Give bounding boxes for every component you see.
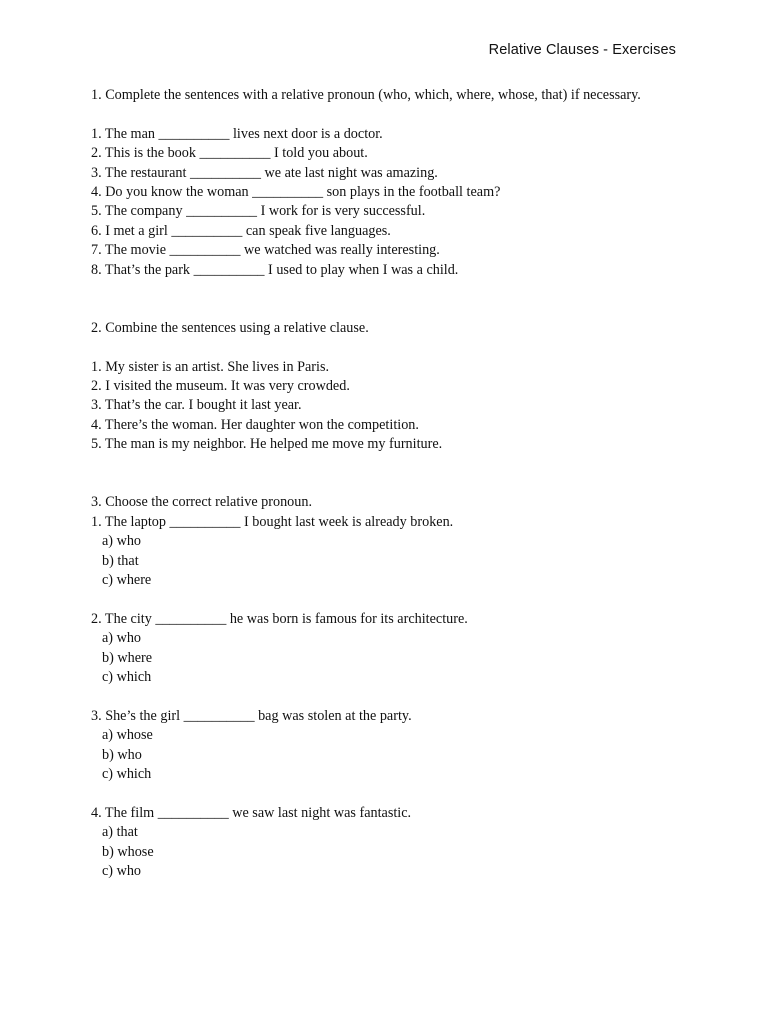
answer-option: b) whose — [102, 843, 154, 860]
section-2-item: 5. The man is my neighbor. He helped me move my furniture. — [91, 436, 443, 453]
answer-option: b) where — [102, 649, 153, 666]
answer-option: b) who — [102, 746, 142, 763]
question-stem: 3. She’s the girl __________ bag was stolen at the party. — [91, 707, 412, 724]
question-3 — [91, 707, 691, 785]
section-3-instruction: 3. Choose the correct relative pronoun. — [91, 494, 313, 511]
section-1-item: 5. The company __________ I work for is very successful. — [91, 203, 426, 220]
section-2-item: 1. My sister is an artist. She lives in Paris. — [91, 358, 330, 375]
answer-option: b) that — [102, 552, 139, 569]
section-1-instruction: 1. Complete the sentences with a relative pronoun (who, which, where, whose, that) if necessary. — [91, 87, 641, 103]
section-1-item: 3. The restaurant __________ we ate last night was amazing. — [91, 164, 438, 181]
answer-option: c) which — [102, 766, 152, 783]
exercise-content — [91, 86, 691, 882]
answer-option: a) that — [102, 824, 138, 841]
question-stem: 1. The laptop __________ I bought last week is already broken. — [91, 513, 454, 530]
page-title: Relative Clauses - Exercises — [488, 42, 676, 58]
section-1-item: 6. I met a girl __________ can speak five languages. — [91, 222, 391, 239]
question-stem: 2. The city __________ he was born is famous for its architecture. — [91, 610, 468, 627]
section-2 — [91, 319, 691, 455]
section-1-item: 7. The movie __________ we watched was really interesting. — [91, 242, 440, 259]
answer-option: c) who — [102, 863, 142, 880]
answer-option: c) which — [102, 669, 152, 686]
section-1 — [91, 86, 691, 280]
section-1-item: 8. That’s the park __________ I used to play when I was a child. — [91, 261, 459, 278]
section-2-item: 3. That’s the car. I bought it last year. — [91, 397, 302, 414]
answer-option: a) whose — [102, 727, 153, 744]
section-2-instruction: 2. Combine the sentences using a relative clause. — [91, 319, 369, 336]
section-2-item: 2. I visited the museum. It was very crowded. — [91, 378, 350, 395]
section-3 — [91, 493, 691, 881]
answer-option: c) where — [102, 572, 152, 589]
answer-option: a) who — [102, 630, 142, 647]
question-2 — [91, 610, 691, 688]
answer-option: a) who — [102, 533, 142, 550]
question-4 — [91, 804, 691, 882]
section-1-item: 4. Do you know the woman __________ son plays in the football team? — [91, 184, 501, 201]
section-1-item: 1. The man __________ lives next door is a doctor. — [91, 125, 383, 142]
question-stem: 4. The film __________ we saw last night was fantastic. — [91, 804, 412, 821]
question-1 — [91, 513, 691, 591]
section-1-item: 2. This is the book __________ I told you about. — [91, 145, 368, 162]
section-2-item: 4. There’s the woman. Her daughter won the competition. — [91, 416, 419, 433]
